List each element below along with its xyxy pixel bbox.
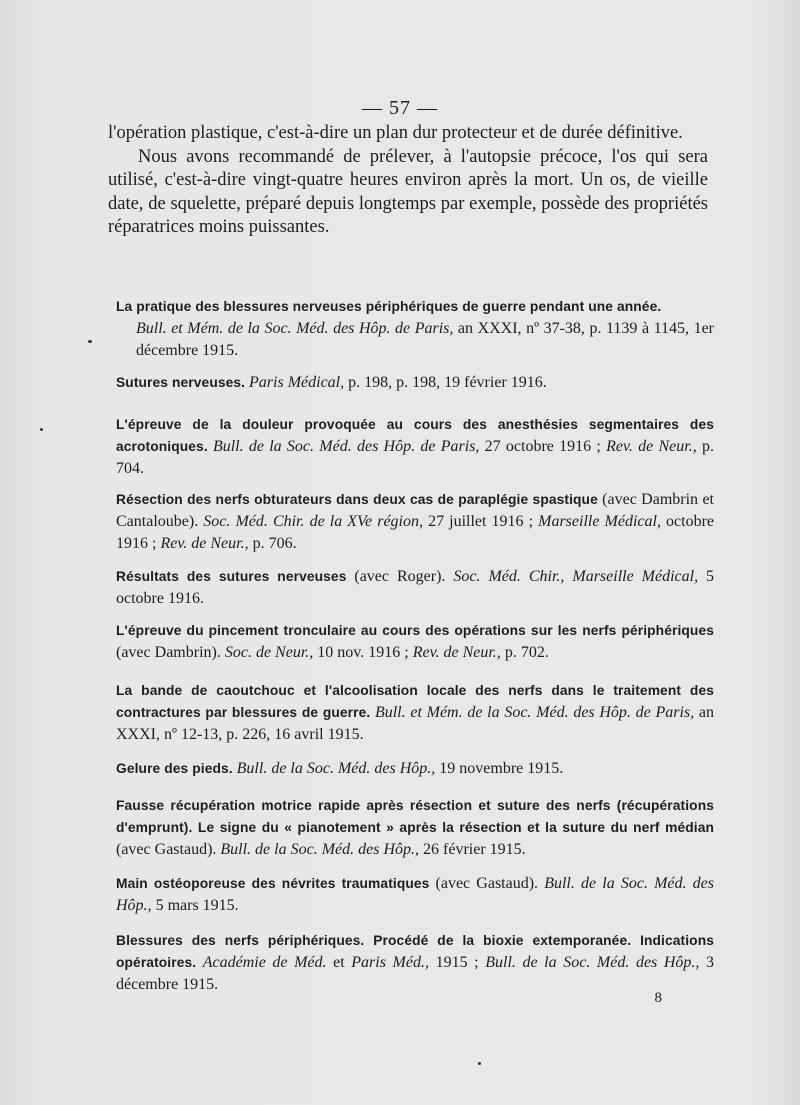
bibliography-entry xyxy=(116,620,714,664)
entry-title: Main ostéoporeuse des névrites traumatiques xyxy=(116,876,436,891)
entry-reference-2: p. 702. xyxy=(504,644,549,661)
entry-note: (avec Dambrin). xyxy=(116,644,225,661)
entry-journal: Académie de Méd. xyxy=(202,954,334,971)
entry-reference: 19 novembre 1915. xyxy=(439,760,564,777)
bibliography-entry xyxy=(116,372,714,394)
entry-journal: Soc. Méd. Chir. de la XVe région, xyxy=(203,513,429,530)
entry-title: Sutures nerveuses. xyxy=(116,375,250,390)
entry-journal: Bull. de la Soc. Méd. des Hôp., xyxy=(116,875,714,914)
bibliography-entry xyxy=(116,566,714,610)
entry-title: L'épreuve du pincement tronculaire au cours des opérations sur les nerfs périphériques xyxy=(116,623,714,638)
entry-journal: Soc. Méd. Chir., Marseille Médical, xyxy=(453,568,707,585)
entry-title: Blessures des nerfs périphériques. Procédé de la bioxie extemporanée. Indications opératoires. xyxy=(116,933,714,970)
entry-reference: 26 février 1915. xyxy=(423,841,526,858)
entry-title: La pratique des blessures nerveuses périphériques de guerre pendant une année. xyxy=(116,299,662,314)
entry-reference-2: 1915 ; xyxy=(435,954,486,971)
entry-journal: Bull. de la Soc. Méd. des Hôp., xyxy=(236,760,440,777)
entry-reference: 27 octobre 1916 ; xyxy=(484,438,607,455)
entry-reference: an XXXI, nº 12-13, p. 226, 16 avril 1915. xyxy=(116,704,714,743)
intro-paragraph-1: l'opération plastique, c'est-à-dire un plan dur protecteur et de durée définitive. xyxy=(108,123,683,143)
entry-journal-2: Paris Méd., xyxy=(351,954,436,971)
entry-reference-2: octobre 1916 ; xyxy=(116,513,714,552)
intro-paragraph-2: Nous avons recommandé de prélever, à l'autopsie précoce, l'os qui sera utilisé, c'est-à-dire vingt-quatre heures environ après la mort. Un os, de vieille date, de squelette, préparé depuis longtemps par exemple, possède des propriétés réparatrices moins puissantes. xyxy=(108,146,708,237)
entry-title: Gelure des pieds. xyxy=(116,761,237,776)
signature-mark: 8 xyxy=(654,990,662,1006)
entry-journal-2: Rev. de Neur., xyxy=(412,644,505,661)
entry-reference: et xyxy=(333,954,352,971)
ink-speck xyxy=(478,1062,481,1065)
intro-text xyxy=(108,122,708,240)
bibliography-entry xyxy=(116,758,714,780)
entry-journal-3: Rev. de Neur., xyxy=(160,535,253,552)
entry-journal: Soc. de Neur., xyxy=(224,644,318,661)
entry-journal-2: Marseille Médical, xyxy=(538,513,667,530)
ink-speck xyxy=(40,428,43,431)
entry-note: (avec Roger). xyxy=(354,568,454,585)
entry-journal: Bull. et Mém. de la Soc. Méd. des Hôp. de Paris, xyxy=(374,704,699,721)
entry-reference: 10 nov. 1916 ; xyxy=(317,644,413,661)
bibliography-entry xyxy=(116,795,714,861)
entry-journal: Bull. de la Soc. Méd. des Hôp., xyxy=(220,841,424,858)
entry-journal: Bull. et Mém. de la Soc. Méd. des Hôp. de Paris, xyxy=(136,320,458,337)
bibliography-entry xyxy=(116,680,714,746)
entry-reference: 27 juillet 1916 ; xyxy=(428,513,539,530)
entry-reference-3: 3 décembre 1915. xyxy=(116,954,715,993)
ink-speck xyxy=(88,340,92,343)
bibliography-entry xyxy=(116,930,714,996)
entry-reference: p. 198, p. 198, 19 février 1916. xyxy=(348,374,547,391)
page-number: — 57 — xyxy=(362,97,438,119)
entry-note: (avec Dambrin et Cantaloube). xyxy=(116,491,714,530)
entry-reference: 5 octobre 1916. xyxy=(116,568,715,607)
bibliography-entry xyxy=(116,414,714,480)
bibliography-entry xyxy=(116,296,714,362)
entry-title: Résection des nerfs obturateurs dans deux cas de paraplégie spastique xyxy=(116,492,603,507)
bibliography-entry xyxy=(116,489,714,555)
entry-reference-3: p. 706. xyxy=(252,535,297,552)
entry-title: La bande de caoutchouc et l'alcoolisation locale des nerfs dans le traitement des contractures par blessures de guerre. xyxy=(116,683,714,720)
entry-note: (avec Gastaud). xyxy=(116,841,221,858)
entry-reference-2: p. 704. xyxy=(116,438,714,477)
entry-title: L'épreuve de la douleur provoquée au cours des anesthésies segmentaires des acrotoniques. xyxy=(116,417,714,454)
entry-journal-2: Rev. de Neur., xyxy=(606,438,702,455)
entry-title: Résultats des sutures nerveuses xyxy=(116,569,355,584)
bibliography-entry xyxy=(116,873,714,917)
entry-journal: Bull. de la Soc. Méd. des Hôp. de Paris, xyxy=(212,438,485,455)
entry-title: Fausse récupération motrice rapide après résection et suture des nerfs (récupérations d'emprunt). Le signe du « pianotement » après la résection et la suture du nerf médian xyxy=(116,798,714,835)
entry-journal: Paris Médical, xyxy=(249,374,349,391)
entry-reference: an XXXI, nº 37-38, p. 1139 à 1145, 1er décembre 1915. xyxy=(136,320,714,359)
entry-reference: 5 mars 1915. xyxy=(155,897,239,914)
entry-journal-3: Bull. de la Soc. Méd. des Hôp., xyxy=(485,954,707,971)
entry-note: (avec Gastaud). xyxy=(435,875,545,892)
